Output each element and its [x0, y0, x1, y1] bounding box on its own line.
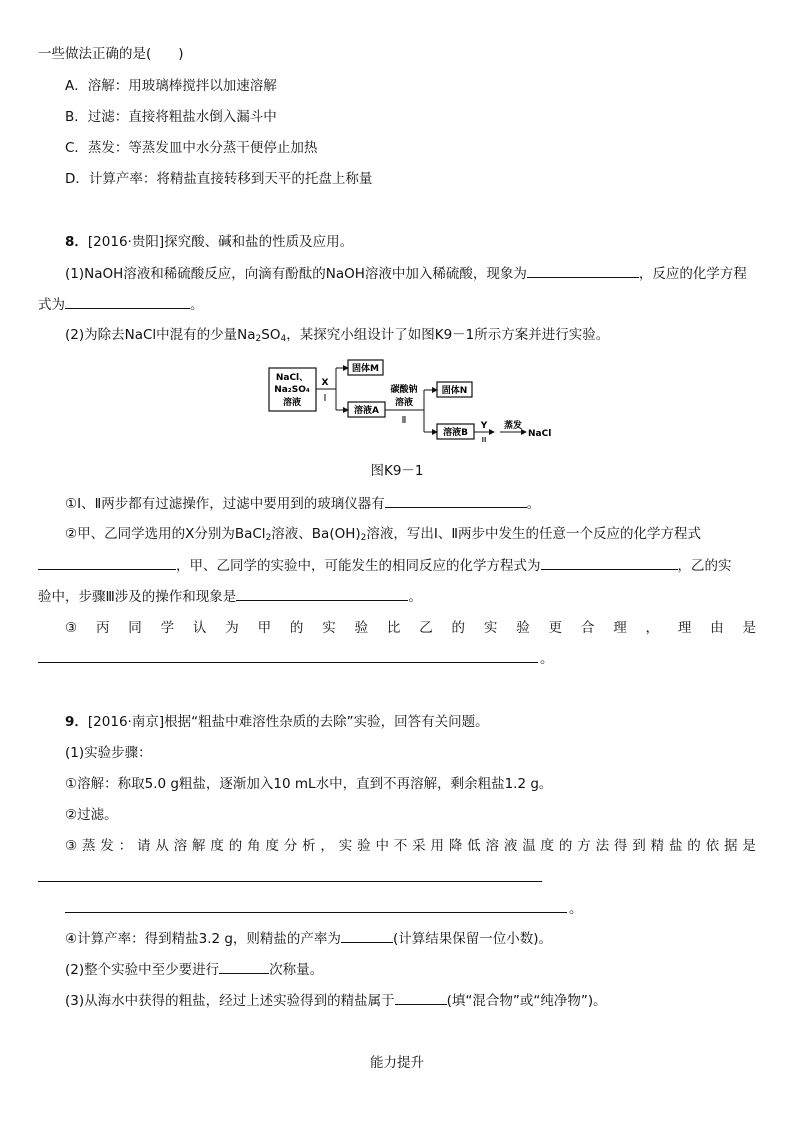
q9-number: 9． [65, 714, 88, 730]
q8-s2-text-d: ，甲、乙同学的实验中，可能发生的相同反应的化学方程式为 [176, 558, 541, 574]
justified-char: 分 [283, 838, 298, 854]
answer-line[interactable] [38, 662, 538, 663]
justified-char: 验 [516, 620, 530, 636]
q8-s2-text-f: 验中，步骤Ⅲ涉及的操作和现象是 [38, 589, 237, 605]
q8-p2-text-c: ，某探究小组设计了如图K9－1所示方案并进行实验。 [286, 327, 610, 343]
q8-s1-text-a: ①Ⅰ、Ⅱ两步都有过滤操作，过滤中要用到的玻璃仪器有 [65, 496, 385, 512]
justified-char: 为 [225, 620, 239, 636]
justified-char: 请 [136, 838, 151, 854]
q9-step4-line [65, 929, 552, 948]
q8-s1-text-b: 。 [526, 496, 541, 512]
q8-p1-text-a: (1)NaOH溶液和稀硫酸反应，向滴有酚酞的NaOH溶液中加入稀硫酸，现象为 [65, 266, 527, 282]
reagent-2-line-2: 溶液 [394, 398, 414, 408]
q7-option-a: A．溶解：用玻璃棒搅拌以加速溶解 [65, 78, 277, 94]
justified-char: 用 [430, 838, 444, 854]
step-1-label: Ⅰ [323, 393, 327, 404]
q8-number: 8． [65, 234, 88, 250]
justified-char: 的 [687, 838, 701, 854]
justified-char: 盐 [668, 838, 683, 854]
justified-char: ： [118, 838, 133, 854]
justified-char: 度 [265, 838, 279, 854]
answer-blank[interactable] [385, 494, 527, 508]
evaporate-label: 蒸发 [503, 421, 523, 431]
q7-stem-end: 一些做法正确的是( ) [38, 46, 184, 62]
justified-char: 方 [577, 838, 591, 854]
q8-sub3-line [65, 619, 756, 637]
justified-char: 采 [412, 838, 426, 854]
justified-char: 乙 [419, 620, 433, 636]
solution-a-label: 溶液A [354, 406, 379, 416]
q8-p1-text-c: 式为 [38, 297, 65, 313]
q8-part2-line [65, 326, 609, 344]
solid-n-label: 固体N [441, 386, 468, 396]
q8-sub3-end: 。 [540, 651, 554, 667]
answer-blank[interactable] [541, 556, 678, 570]
q9-p3-text-a: (3)从海水中获得的粗盐，经过上述实验得到的精盐属于 [65, 993, 395, 1009]
justified-char: 温 [522, 838, 536, 854]
q8-p2-text-a: (2)为除去NaCl中混有的少量Na [65, 327, 256, 343]
justified-char: ③ [65, 838, 78, 854]
answer-blank[interactable] [527, 264, 639, 278]
q8-s2-text-b: 溶液、Ba(OH) [271, 526, 361, 542]
q9-p2-text-b: 次称量。 [269, 962, 324, 978]
justified-char: 低 [467, 838, 481, 854]
justified-char: 比 [386, 620, 401, 636]
justified-char: 角 [247, 838, 261, 854]
justified-char: 验 [354, 620, 369, 636]
q8-s2-text-c: 溶液，写出Ⅰ、Ⅱ两步中发生的任意一个反应的化学方程式 [366, 526, 702, 542]
justified-char: 甲 [257, 620, 272, 636]
justified-char: 中 [375, 838, 389, 854]
q9-source: [2016·南京]根据“粗盐中难溶性杂质的去除”实验，回答有关问题。 [87, 714, 489, 730]
q8-part1-line2 [38, 295, 204, 314]
q9-header [65, 713, 489, 731]
answer-line[interactable] [65, 912, 567, 913]
answer-blank[interactable] [65, 295, 190, 309]
q9-step1: ①溶解：称取5.0 g粗盐，逐渐加入10 mL水中，直到不再溶解，剩余粗盐1.2 g。 [65, 776, 553, 792]
step-2-label: Ⅱ [401, 415, 407, 426]
justified-char: 实 [483, 620, 498, 636]
q9-step4-text-a: ④计算产率：得到精盐3.2 g，则精盐的产率为 [65, 931, 341, 947]
justified-char: 从 [155, 838, 169, 854]
justified-char: 溶 [173, 838, 188, 854]
justified-char: 溶 [485, 838, 500, 854]
solution-b-label: 溶液B [443, 428, 468, 438]
start-line-2: Na₂SO₄ [274, 385, 310, 395]
q9-p3-text-b: (填“混合物”或“纯净物”)。 [446, 993, 607, 1009]
answer-blank[interactable] [236, 587, 408, 601]
justified-char: 是 [742, 838, 756, 854]
step-3-label: Ⅲ [481, 436, 487, 444]
q8-sub2-line2 [38, 556, 732, 575]
flow-diagram [262, 358, 562, 448]
justified-char: 的 [451, 620, 466, 636]
answer-blank[interactable] [219, 960, 269, 974]
q9-part3-line [65, 991, 607, 1010]
justified-char: 解 [192, 838, 206, 854]
justified-char: 依 [705, 838, 720, 854]
answer-blank[interactable] [395, 991, 447, 1005]
justified-char: 合 [580, 620, 595, 636]
justified-char: 精 [650, 838, 665, 854]
answer-blank[interactable] [38, 556, 176, 570]
q9-step3-line [65, 837, 756, 855]
subscript: 4 [280, 334, 287, 344]
q8-s2-text-g: 。 [408, 589, 422, 605]
justified-char: 更 [548, 620, 563, 636]
answer-blank[interactable] [341, 929, 393, 943]
q8-sub1-line [65, 494, 540, 513]
justified-char: 由 [710, 620, 724, 636]
reagent-y-label: Y [480, 421, 488, 431]
justified-char: 的 [289, 620, 304, 636]
justified-char: 实 [338, 838, 353, 854]
justified-char: 到 [632, 838, 646, 854]
q8-p1-text-d: 。 [190, 297, 204, 313]
justified-char: 液 [503, 838, 518, 854]
figure-caption: 图K9－1 [370, 463, 424, 479]
justified-char: 的 [558, 838, 573, 854]
q9-part2-line [65, 960, 323, 979]
q7-option-d: D．计算产率：将精盐直接转移到天平的托盘上称量 [65, 171, 373, 187]
start-line-1: NaCl、 [275, 373, 309, 383]
reagent-2-line-1: 碳酸钠 [390, 385, 418, 395]
q8-part1-line1 [65, 264, 747, 283]
justified-char: ， [320, 838, 334, 854]
q8-header [65, 233, 353, 251]
q7-option-c: C．蒸发：等蒸发皿中水分蒸干便停止加热 [65, 140, 318, 156]
justified-char: 得 [613, 838, 628, 854]
q9-step3-end: 。 [569, 901, 583, 917]
q9-part1: (1)实验步骤： [65, 745, 152, 761]
justified-char: 析 [302, 838, 316, 854]
justified-char: 学 [160, 620, 175, 636]
q8-sub2-line3 [38, 587, 422, 606]
solid-m-label: 固体M [352, 364, 379, 374]
q8-p2-text-b: SO [261, 327, 281, 343]
q8-source: [2016·贵阳]探究酸、碱和盐的性质及应用。 [87, 234, 354, 250]
justified-char: 验 [357, 838, 371, 854]
q8-sub2-line1 [65, 525, 701, 543]
justified-char: 度 [210, 838, 224, 854]
section-heading: 能力提升 [370, 1055, 424, 1071]
justified-char: 据 [723, 838, 738, 854]
justified-char: 发 [100, 838, 114, 854]
answer-line[interactable] [38, 881, 542, 882]
subscript: 2 [265, 533, 272, 543]
justified-char: 的 [228, 838, 243, 854]
justified-char: 度 [540, 838, 555, 854]
q8-p1-text-b: ，反应的化学方程 [638, 266, 747, 282]
q9-p2-text-a: (2)整个实验中至少要进行 [65, 962, 220, 978]
q8-s2-text-e: ，乙的实 [677, 558, 732, 574]
subscript: 2 [360, 533, 367, 543]
justified-char: 同 [128, 620, 142, 636]
justified-char: 法 [595, 838, 610, 854]
justified-char: 认 [192, 620, 207, 636]
justified-char: 降 [448, 838, 463, 854]
q9-step2: ②过滤。 [65, 807, 118, 823]
q7-option-b: B．过滤：直接将粗盐水倒入漏斗中 [65, 109, 277, 125]
q9-step4-text-b: (计算结果保留一位小数)。 [392, 931, 552, 947]
justified-char: 蒸 [81, 838, 96, 854]
justified-char: ， [645, 620, 660, 636]
reagent-x-label: X [321, 378, 329, 388]
justified-char: 理 [677, 620, 692, 636]
product-nacl: NaCl [528, 429, 552, 439]
q8-s2-text-a: ②甲、乙同学选用的X分别为BaCl [65, 526, 266, 542]
justified-char: 是 [742, 620, 756, 636]
start-line-3: 溶液 [282, 398, 302, 408]
justified-char: 实 [322, 620, 336, 636]
subscript: 2 [255, 334, 262, 344]
justified-char: 丙 [95, 620, 110, 636]
justified-char: ③ [65, 620, 78, 636]
justified-char: 理 [613, 620, 627, 636]
justified-char: 不 [393, 838, 408, 854]
